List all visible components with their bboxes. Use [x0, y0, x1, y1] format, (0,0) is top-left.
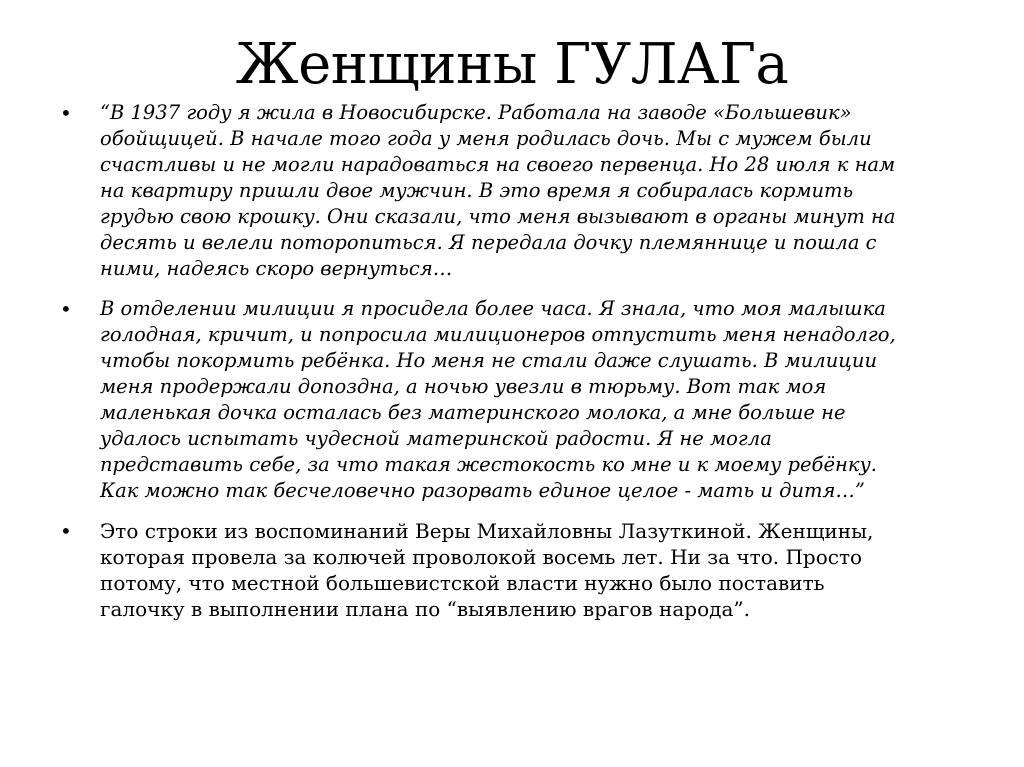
bullet-list — [60, 100, 980, 636]
bullet-text: В отделении милиции я просидела более часа. Я знала, что моя малышка голодная, кричит, и попросила милиционеров отпустить меня ненадолго, чтобы покормить ребёнка. Но меня не стали даже слушать. В милиции меня продержали допоздна, а ночью увезли в тюрьму. Вот так моя маленькая дочка осталась без материнского молока, а мне больше не удалось испытать чудесной материнской радости. Я не могла представить себе, за что такая жестокость ко мне и к моему ребёнку. Как можно так бесчеловечно разорвать единое целое - мать и дитя…” — [100, 297, 896, 502]
bullet-item-commentary — [60, 518, 980, 622]
bullet-text: Это строки из воспоминаний Веры Михайловны Лазуткиной. Женщины, которая провела за колючей проволокой восемь лет. Ни за что. Просто потому, что местной большевистской власти нужно было поставить галочку в выполнении плана по “выявлению врагов народа”. — [100, 519, 874, 621]
bullet-marker: • — [60, 519, 72, 543]
bullet-marker: • — [60, 101, 72, 125]
bullet-item-quote-1 — [60, 100, 980, 282]
bullet-marker: • — [60, 297, 72, 321]
slide-title: Женщины ГУЛАГа — [235, 32, 789, 97]
bullet-item-quote-2 — [60, 296, 980, 504]
bullet-text: “В 1937 году я жила в Новосибирске. Работала на заводе «Большевик» обойщицей. В начале того года у меня родилась дочь. Мы с мужем были счастливы и не могли нарадоваться на своего первенца. Но 28 июля к нам на квартиру пришли двое мужчин. В это время я собиралась кормить грудью свою крошку. Они сказали, что меня вызывают в органы минут на десять и велели поторопиться. Я передала дочку племяннице и пошла с ними, надеясь скоро вернуться… — [100, 101, 896, 280]
